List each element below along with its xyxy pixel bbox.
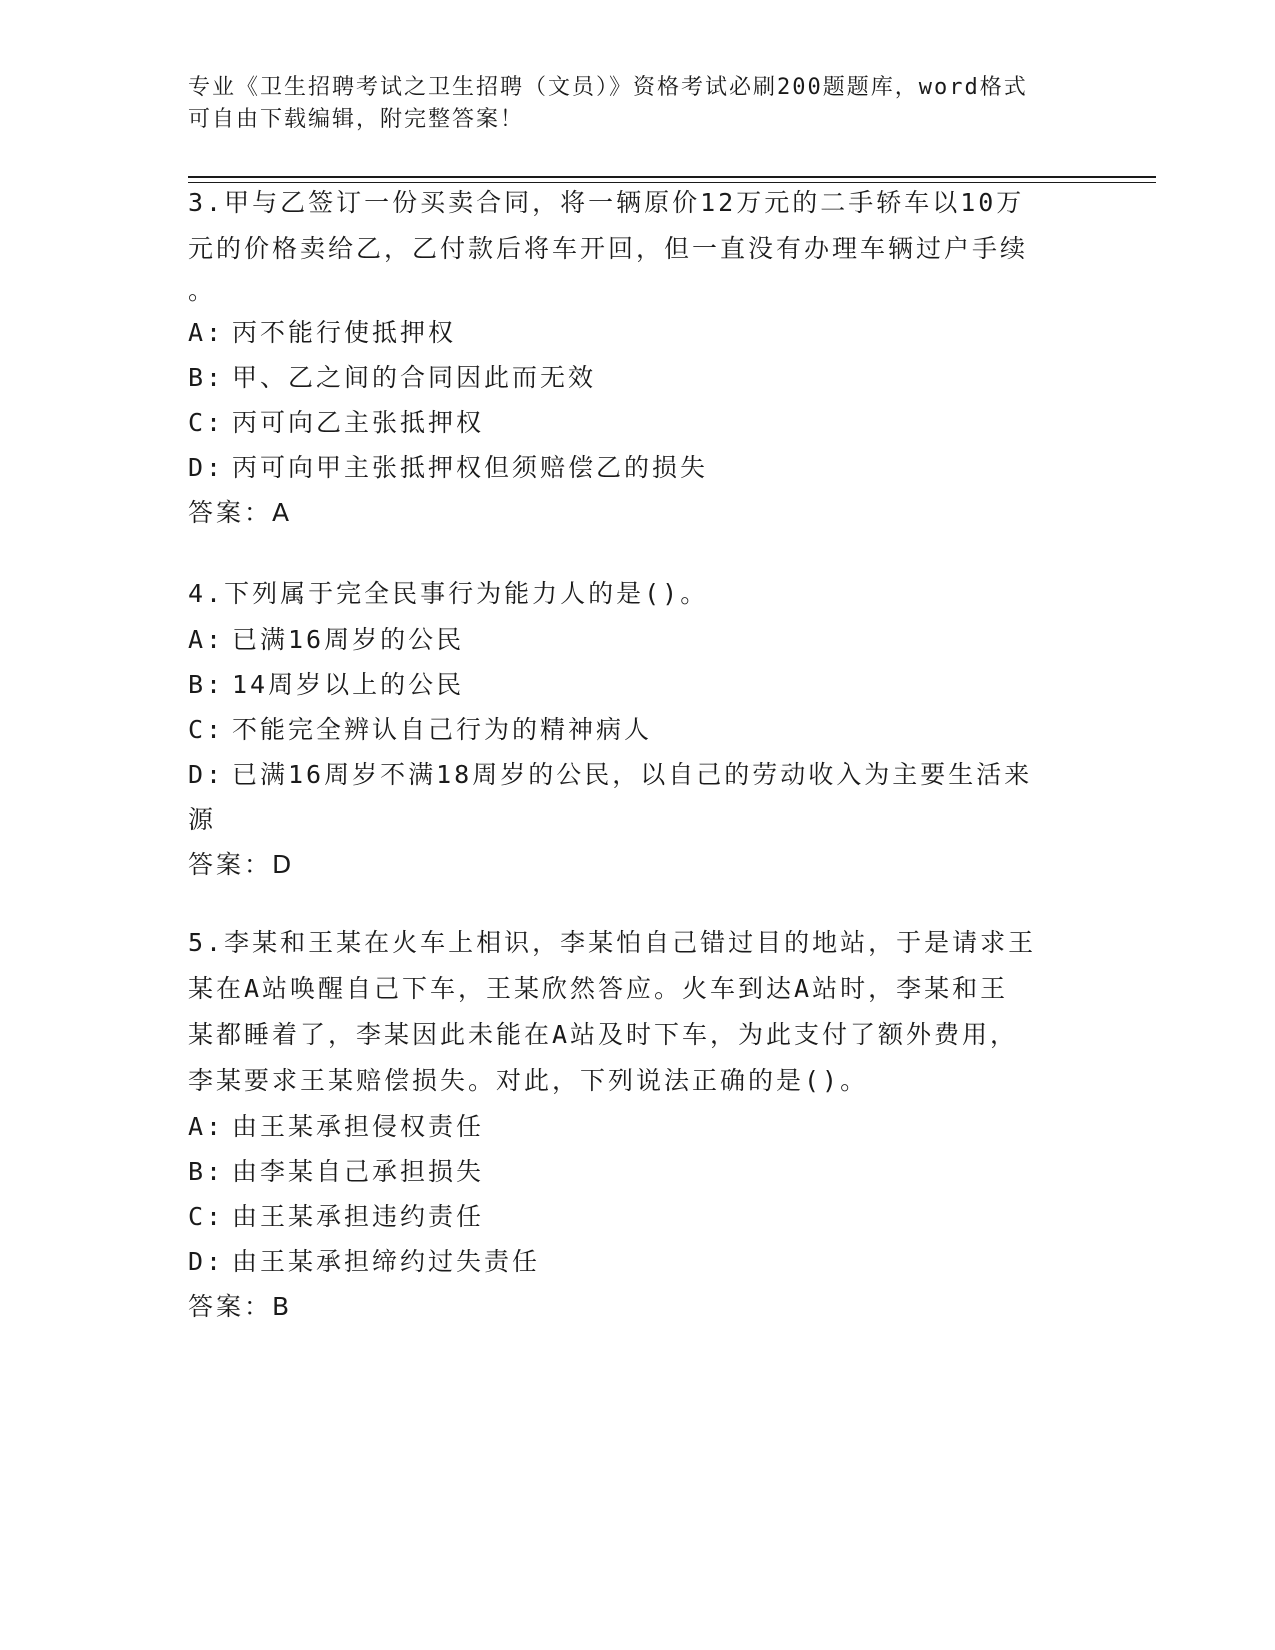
option-text: 由王某承担缔约过失责任	[232, 1247, 541, 1276]
option-letter: C:	[188, 408, 225, 437]
option-text: 已满16周岁不满18周岁的公民，以自己的劳动收入为主要生活来	[232, 760, 1033, 789]
question-block-3	[188, 180, 1088, 536]
header-line-1: 专业《卫生招聘考试之卫生招聘（文员）》资格考试必刷200题题库，word格式	[188, 75, 1028, 100]
question-block-5	[188, 920, 1088, 1330]
option-text: 由李某自己承担损失	[232, 1157, 485, 1186]
header-divider-thick	[188, 176, 1156, 178]
option-letter: B:	[188, 363, 225, 392]
question-stem-line: 。	[188, 276, 217, 305]
option-text: 丙不能行使抵押权	[232, 318, 457, 347]
option-letter: B:	[188, 670, 225, 699]
option-b	[188, 355, 1088, 400]
option-a	[188, 310, 1088, 355]
option-letter: D:	[188, 1247, 225, 1276]
answer-label: 答案：B	[188, 1292, 293, 1321]
option-letter: C:	[188, 715, 225, 744]
question-stem-line: 5.李某和王某在火车上相识，李某怕自己错过目的地站，于是请求王	[188, 928, 1037, 957]
header-line-2: 可自由下载编辑，附完整答案！	[188, 107, 525, 132]
answer-label: 答案：D	[188, 850, 295, 879]
option-b	[188, 662, 1088, 707]
option-letter: D:	[188, 760, 225, 789]
answer-label: 答案：A	[188, 498, 293, 527]
option-d	[188, 1239, 1088, 1284]
option-text: 丙可向甲主张抵押权但须赔偿乙的损失	[232, 453, 709, 482]
question-block-4	[188, 571, 1088, 888]
option-text: 不能完全辨认自己行为的精神病人	[232, 715, 653, 744]
question-stem-line: 4.下列属于完全民事行为能力人的是()。	[188, 579, 709, 608]
option-text: 源	[188, 805, 217, 834]
option-d	[188, 445, 1088, 490]
option-c	[188, 400, 1088, 445]
question-stem-line: 元的价格卖给乙，乙付款后将车开回，但一直没有办理车辆过户手续	[188, 234, 1029, 263]
option-d	[188, 752, 1088, 797]
option-c	[188, 1194, 1088, 1239]
option-text: 丙可向乙主张抵押权	[232, 408, 485, 437]
option-text: 已满16周岁的公民	[232, 625, 465, 654]
option-text: 由王某承担违约责任	[232, 1202, 485, 1231]
option-letter: A:	[188, 625, 225, 654]
option-letter: A:	[188, 318, 225, 347]
option-letter: A:	[188, 1112, 225, 1141]
option-a	[188, 617, 1088, 662]
option-c	[188, 707, 1088, 752]
option-text: 由王某承担侵权责任	[232, 1112, 485, 1141]
question-stem-line: 某在A站唤醒自己下车，王某欣然答应。火车到达A站时，李某和王	[188, 974, 1009, 1003]
option-letter: C:	[188, 1202, 225, 1231]
option-text: 14周岁以上的公民	[232, 670, 465, 699]
option-text: 甲、乙之间的合同因此而无效	[232, 363, 597, 392]
question-stem-line: 3.甲与乙签订一份买卖合同，将一辆原价12万元的二手轿车以10万	[188, 188, 1025, 217]
option-a	[188, 1104, 1088, 1149]
option-letter: D:	[188, 453, 225, 482]
question-stem-line: 李某要求王某赔偿损失。对此，下列说法正确的是()。	[188, 1066, 869, 1095]
option-letter: B:	[188, 1157, 225, 1186]
question-stem-line: 某都睡着了，李某因此未能在A站及时下车，为此支付了额外费用，	[188, 1020, 1019, 1049]
option-b	[188, 1149, 1088, 1194]
document-header	[188, 72, 1088, 136]
option-d-continued	[188, 797, 1088, 842]
